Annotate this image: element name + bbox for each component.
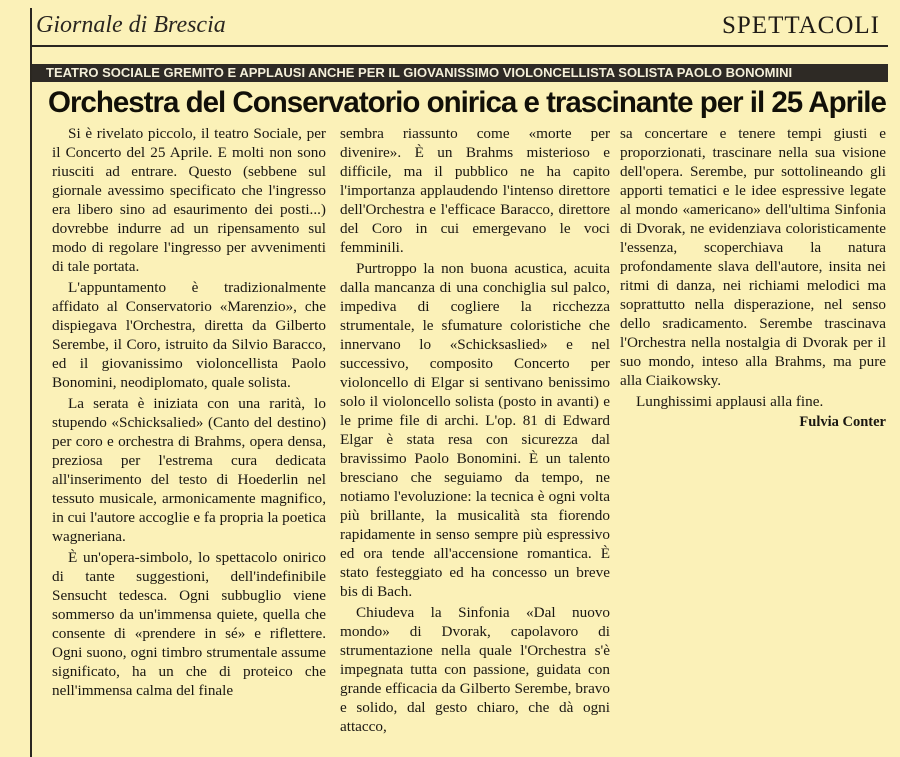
article-column-2 — [340, 124, 610, 736]
column-2-paragraph-2: Purtroppo la non buona acustica, acuita dalla mancanza di una conchiglia sul palco, impediva di cogliere la ricchezza strumentale, le sfumature coloristiche che innervano lo «Schicksaslied» e nel successivo, composito Concerto per violoncello di Elgar si sentivano benissimo solo il violoncello solista (posto in avanti) e le prime file di archi. L'op. 81 di Edward Elgar è stata resa con sicurezza dal bravissimo Paolo Bonomini. È un talento bresciano che seguiamo da tempo, ne notiamo l'evoluzione: la tecnica è ogni volta più brillante, la musicalità sta fiorendo rapidamente in senso sempre più espressivo ed ora tende all'accensione romantica. È stato festeggiato ed ha concesso un breve bis di Bach. — [340, 260, 610, 600]
column-1-paragraph-4: È un'opera-simbolo, lo spettacolo onirico di tante suggestioni, dell'indefinibile Sensucht tedesca. Ogni subbuglio viene sommerso da un'immensa quiete, quella che consente di «prendere in sé» e riflettere. Ogni suono, ogni timbro strumentale assume significato, ha un che di proteico che nell'immensa calma del finale — [52, 549, 326, 699]
column-1-paragraph-2: L'appuntamento è tradizionalmente affidato al Conservatorio «Marenzio», che dispiegava l'Orchestra, diretta da Gilberto Serembe, il Coro, istruito da Silvio Baracco, ed il giovanissimo violoncellista Paolo Bonomini, neodiplomato, quale solista. — [52, 279, 326, 391]
newspaper-name: Giornale di Brescia — [36, 12, 226, 38]
column-3-paragraph-1: sa concertare e tenere tempi giusti e proporzionati, trascinare nella sua visione dell'opera. Serembe, pur sottolineando gli apporti tematici e le idee espressive legate al mondo «americano» dell'ultima Sinfonia di Dvorak, ne evidenziava coloristicamente l'essenza, scoperchiava la natura profondamente slava dell'autore, insita nei ritmi di danza, nei richiami melodici ma soprattutto nella disperazione, nel senso dello sradicamento. Serembe trascinava l'Orchestra nella nostalgia di Dvorak per il suo mondo, inteso alla Brahms, ma pure alla Ciaikowsky. — [620, 125, 886, 389]
article-column-3 — [620, 124, 886, 432]
article-column-1 — [52, 124, 326, 700]
left-margin-rule — [30, 8, 32, 757]
column-3-paragraph-2: Lunghissimi applausi alla fine. — [636, 393, 824, 410]
column-1-paragraph-3: La serata è iniziata con una rarità, lo stupendo «Schicksalied» (Canto del destino) per coro e orchestra di Brahms, opera densa, preziosa per l'estrema cura dedicata all'inserimento del testo di Hoederlin nel tessuto musicale, armonicamente magnifico, in cui l'autore accoglie e fa propria la poetica wagneriana. — [52, 395, 326, 545]
section-name: SPETTACOLI — [722, 12, 880, 39]
article-headline: Orchestra del Conservatorio onirica e trascinante per il 25 Aprile — [48, 86, 886, 119]
column-1-paragraph-1: Si è rivelato piccolo, il teatro Sociale, per il Concerto del 25 Aprile. E molti non sono riusciti ad entrare. Questo (sebbene sul giornale avessimo specificato che l'ingresso era libero sino ad esaurimento dei posti...) dovrebbe indurre ad un ripensamento sul modo di regolare l'ingresso per avvenimenti di tale portata. — [52, 125, 326, 275]
author-byline: Fulvia Conter — [799, 414, 886, 430]
kicker-banner: TEATRO SOCIALE GREMITO E APPLAUSI ANCHE PER IL GIOVANISSIMO VIOLONCELLISTA SOLISTA PAOLO BONOMINI — [32, 64, 888, 82]
column-2-paragraph-3: Chiudeva la Sinfonia «Dal nuovo mondo» di Dvorak, capolavoro di strumentazione nella quale l'Orchestra s'è impegnata tutta con passione, guidata con grande efficacia da Gilberto Serembe, bravo e solido, dal gesto chiaro, che dà ogni attacco, — [340, 604, 610, 735]
column-2-paragraph-1: sembra riassunto come «morte per divenire». È un Brahms misterioso e difficile, ma il pubblico ne ha capito l'importanza applaudendo l'intenso direttore dell'Orchestra e l'efficace Baracco, direttore del Coro in cui emergevano le voci femminili. — [340, 125, 610, 256]
masthead-divider — [32, 45, 888, 47]
